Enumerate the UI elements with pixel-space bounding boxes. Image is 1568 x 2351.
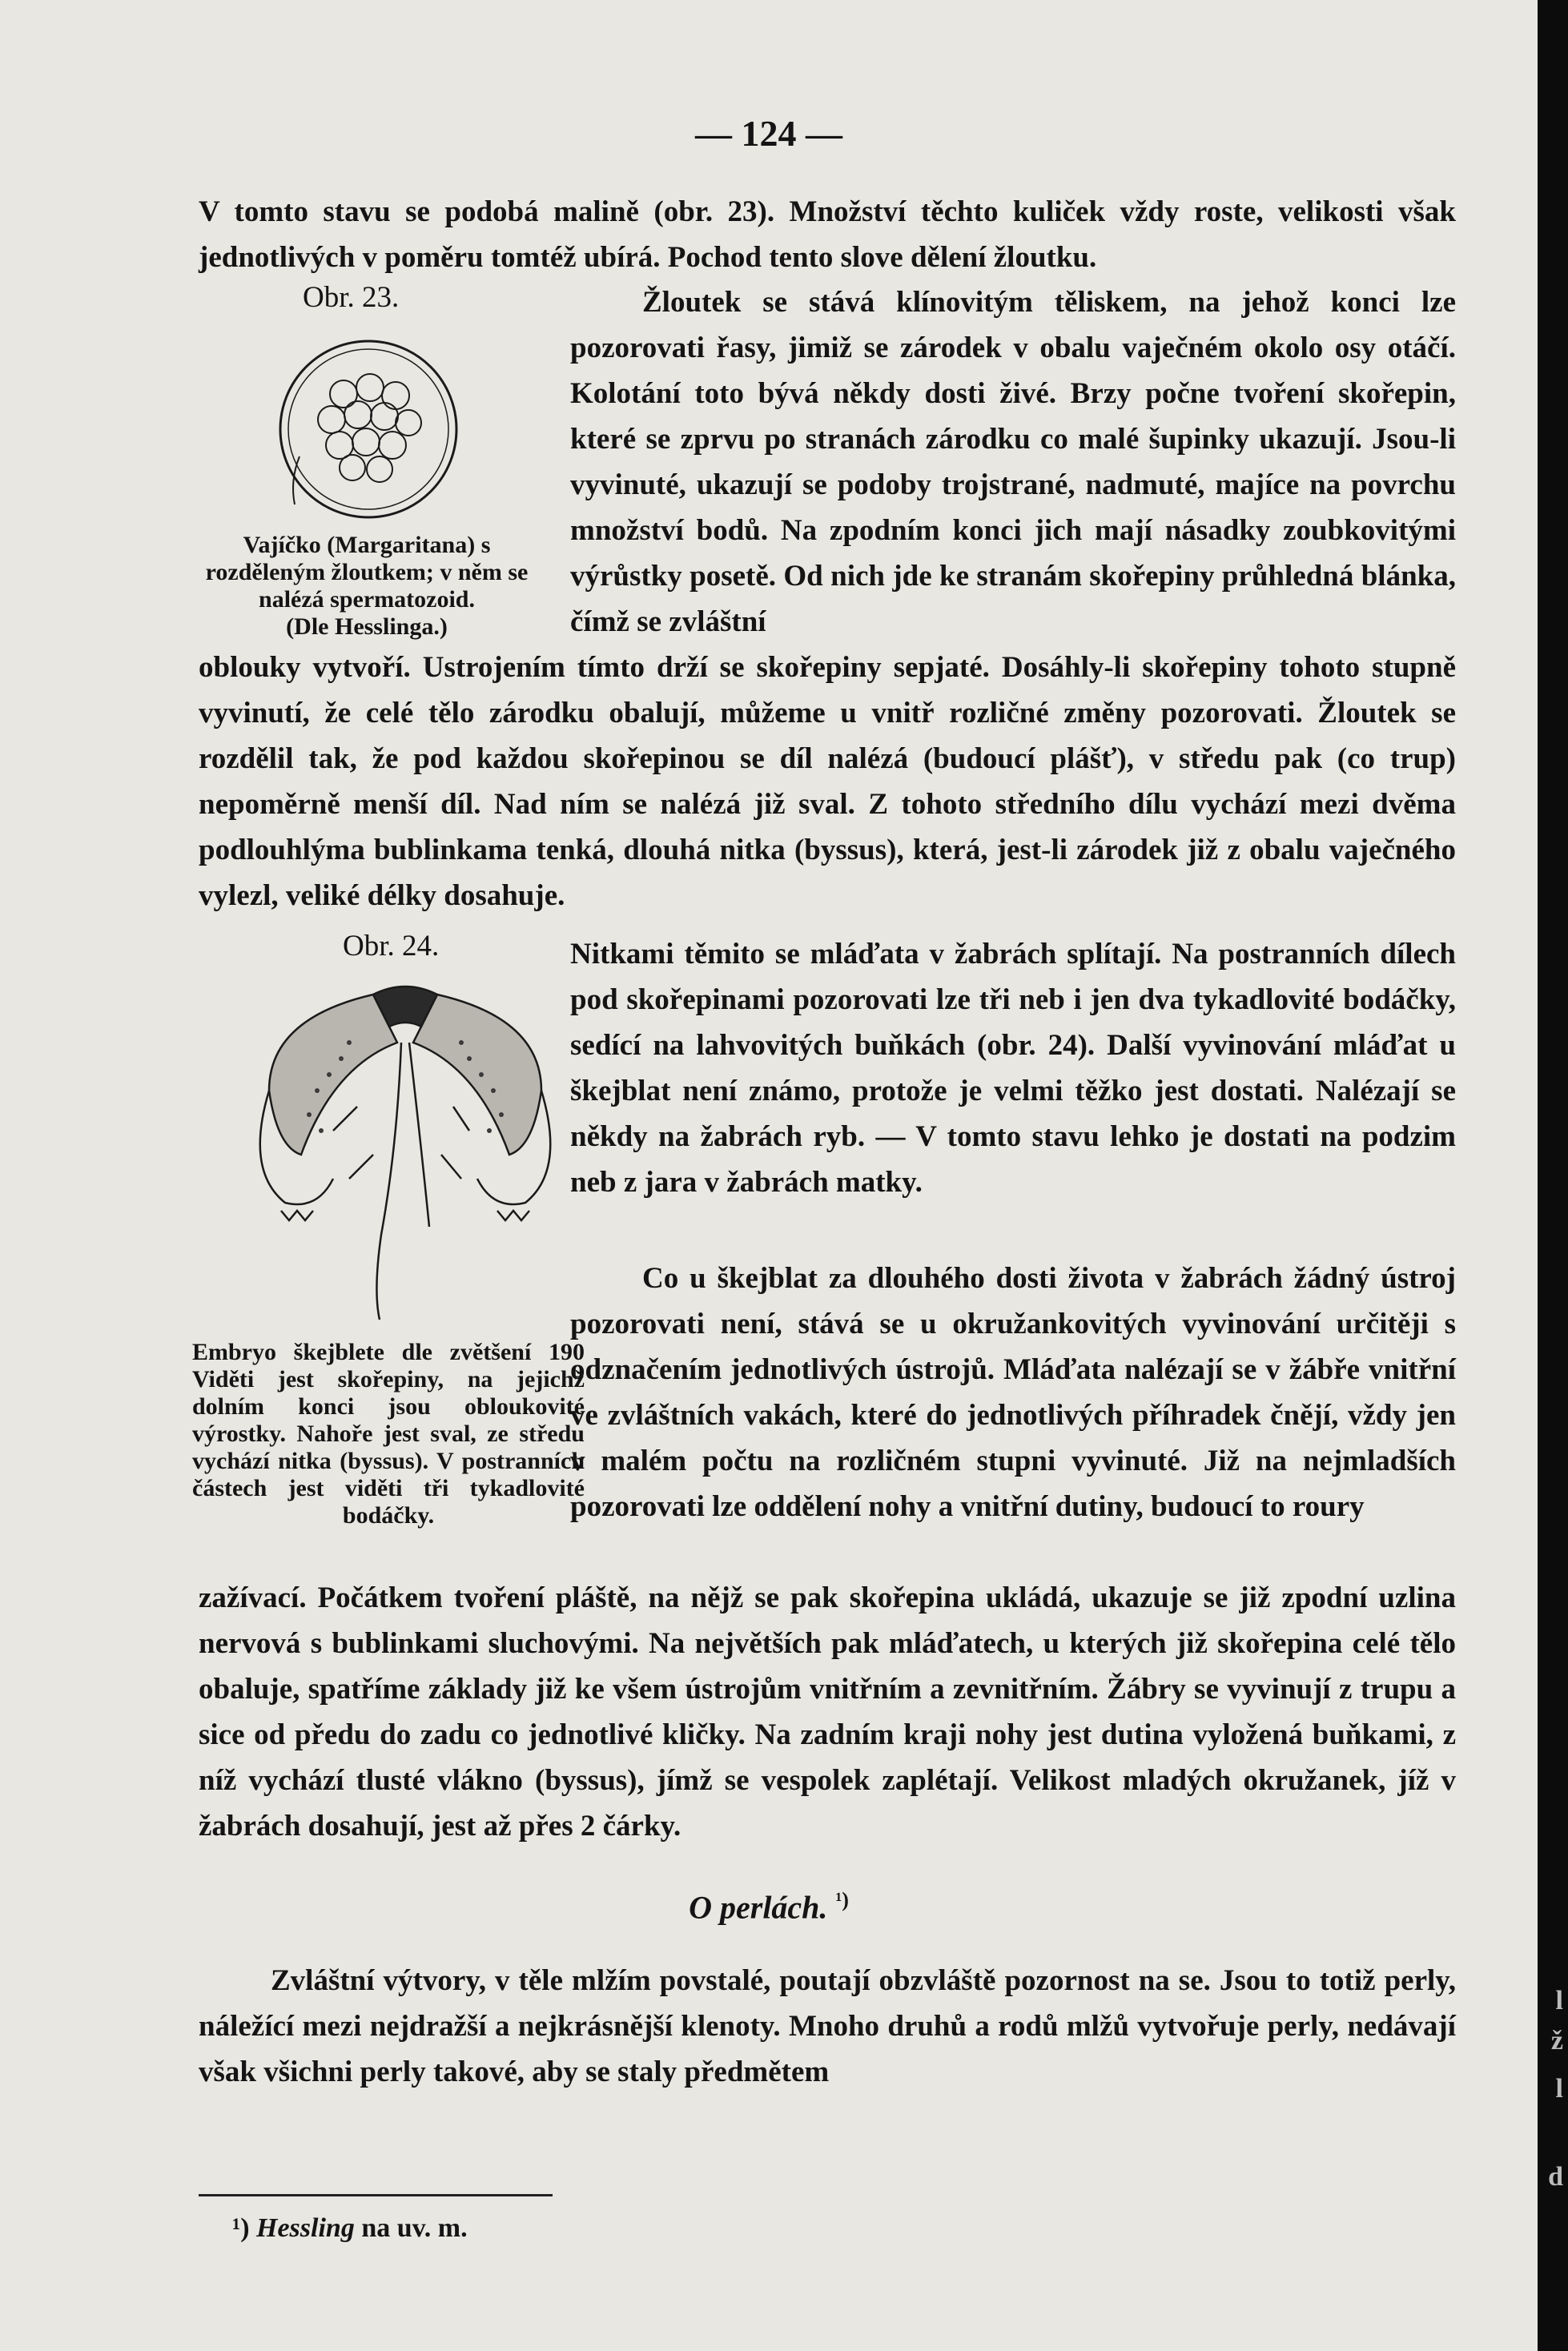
figure-23-caption	[192, 532, 541, 641]
figure-23-egg-illustration	[275, 336, 461, 522]
paragraph-threads-narrow	[570, 931, 1456, 1205]
footnote	[232, 2213, 468, 2244]
paragraph-text: Co u škejblat za dlouhého dosti života v žabrách žádný ústroj pozorovati není, stává se u okružankovitých vyvinování určitěji s odznačením jednotlivých ústrojů. Mláďata nalézají se v žábře vnitřní ve zvláštních vakách, které do jednotlivých příhradek čnějí, vždy jen v malém počtu na rozličném stupni vyvinuté. Již na nejmladších pozorovati lze oddělení nohy a vnitřní dutiny, budoucí to roury	[570, 1262, 1456, 1523]
figure-23-caption-text: Vajíčko (Margaritana) s rozděleným žloutkem; v něm se nalézá spermatozoid.	[205, 532, 529, 613]
footnote-divider	[199, 2194, 553, 2196]
paragraph-text: Zvláštní výtvory, v těle mlžím povstalé, poutají obzvláště pozornost na se. Jsou to totiž perly, náležící mezi nejdražší a nejkrásnější klenoty. Mnoho druhů a rodů mlžů vytvořuje perly, nedávají však všichni perly takové, aby se staly předmětem	[199, 1964, 1456, 2088]
section-heading-pearls	[0, 1888, 1538, 1926]
paragraph-development-continued	[199, 1575, 1456, 1849]
adjacent-page-edge	[1538, 0, 1568, 2351]
paragraph-text: Žloutek se stává klínovitým těliskem, na jehož konci lze pozorovati řasy, jimiž se zárodek v obalu vaječném okolo osy otáčí. Kolotání toto bývá někdy dosti živé. Brzy počne tvoření skořepin, které se zprvu po stranách zárodku co malé šupinky ukazují. Jsou-li vyvinuté, ukazují se podoby trojstrané, nadmuté, majíce na povrchu množství bodů. Na zpodním konci jich mají násadky zoubkovitými výrůstky posetě. Od nich jde ke stranám skořepiny průhledná blánka, čímž se zvláštní	[570, 286, 1456, 638]
section-heading-footnote-marker: ¹)	[835, 1888, 849, 1911]
footnote-author: Hessling	[256, 2213, 355, 2243]
paragraph-text: zažívací. Počátkem tvoření pláště, na nějž se pak skořepina ukládá, ukazuje se již zpodní uzlina nervová s bublinkami sluchovými. Na největších pak mláďatech, u kterých již skořepina celé tělo obaluje, spatříme základy již ke všem ústrojům vnitřním a zevnitřním. Žábry se vyvinují z trupu a sice od předu do zadu co jednotlivé kličky. Na zadním kraji nohy jest dutina vyložená buňkami, z níž vychází tlusté vlákno (byssus), jímž se vespolek zaplétají. Velikost mladých okružanek, jíž v žabrách dosahují, jest až přes 2 čárky.	[199, 1581, 1456, 1843]
footnote-marker: ¹)	[232, 2213, 250, 2243]
paragraph-yolk-continued	[199, 645, 1456, 918]
figure-24-label: Obr. 24.	[343, 930, 440, 963]
figure-24-caption: Embryo škejblete dle zvětšení 190 Viděti jest skořepiny, na jejichž dolním konci jsou obloukovité výrostky. Nahoře jest sval, ze středu vychází nitka (byssus). V postranních částech jest viděti tři tykadlovité bodáčky.	[192, 1339, 585, 1529]
figure-23-label: Obr. 23.	[303, 281, 400, 314]
paragraph-yolk-narrow	[570, 279, 1456, 645]
edge-glyph: ž	[1550, 2026, 1563, 2056]
paragraph-egg-division	[199, 189, 1456, 280]
paragraph-text: V tomto stavu se podobá malině (obr. 23). Množství těchto kuliček vždy roste, velikosti však jednotlivých v poměru tomtéž ubírá. Pochod tento slove dělení žloutku.	[199, 195, 1456, 274]
edge-glyph: l	[1555, 1986, 1563, 2015]
figure-23-caption-source: (Dle Hesslinga.)	[286, 613, 448, 640]
footnote-text: na uv. m.	[361, 2213, 468, 2243]
paragraph-pearls	[199, 1958, 1456, 2095]
edge-glyph: l	[1555, 2074, 1563, 2104]
section-heading-title: O perlách.	[689, 1889, 828, 1926]
figure-24-embryo-illustration	[237, 971, 573, 1323]
paragraph-text: oblouky vytvoří. Ustrojením tímto drží se skořepiny sepjaté. Dosáhly-li skořepiny tohoto stupně vyvinutí, že celé tělo zárodku obalují, můžeme u vnitř rozličné změny pozorovati. Žloutek se rozdělil tak, že pod každou skořepinou se díl nalézá (budoucí plášť), v středu pak (co trup) nepoměrně menší díl. Nad ním se nalézá již sval. Z tohoto středního dílu vychází mezi dvěma podlouhlýma bublinkama tenká, dlouhá nitka (byssus), která, jest-li zárodek již z obalu vaječného vylezl, veliké délky dosahuje.	[199, 651, 1456, 912]
edge-glyph: d	[1548, 2162, 1563, 2192]
paragraph-text: Nitkami těmito se mláďata v žabrách splítají. Na postranních dílech pod skořepinami pozorovati lze tři neb i jen dva tykadlovité bodáčky, sedící na lahvovitých buňkách (obr. 24). Další vyvinování mláďat u škejblat není známo, protože je velmi těžko jest dostati. Nalézají se někdy na žabrách ryb. — V tomto stavu lehko je dostati na podzim neb z jara v žabrách matky.	[570, 938, 1456, 1199]
page-number: — 124 —	[695, 113, 842, 154]
paragraph-development-narrow	[570, 1256, 1456, 1529]
